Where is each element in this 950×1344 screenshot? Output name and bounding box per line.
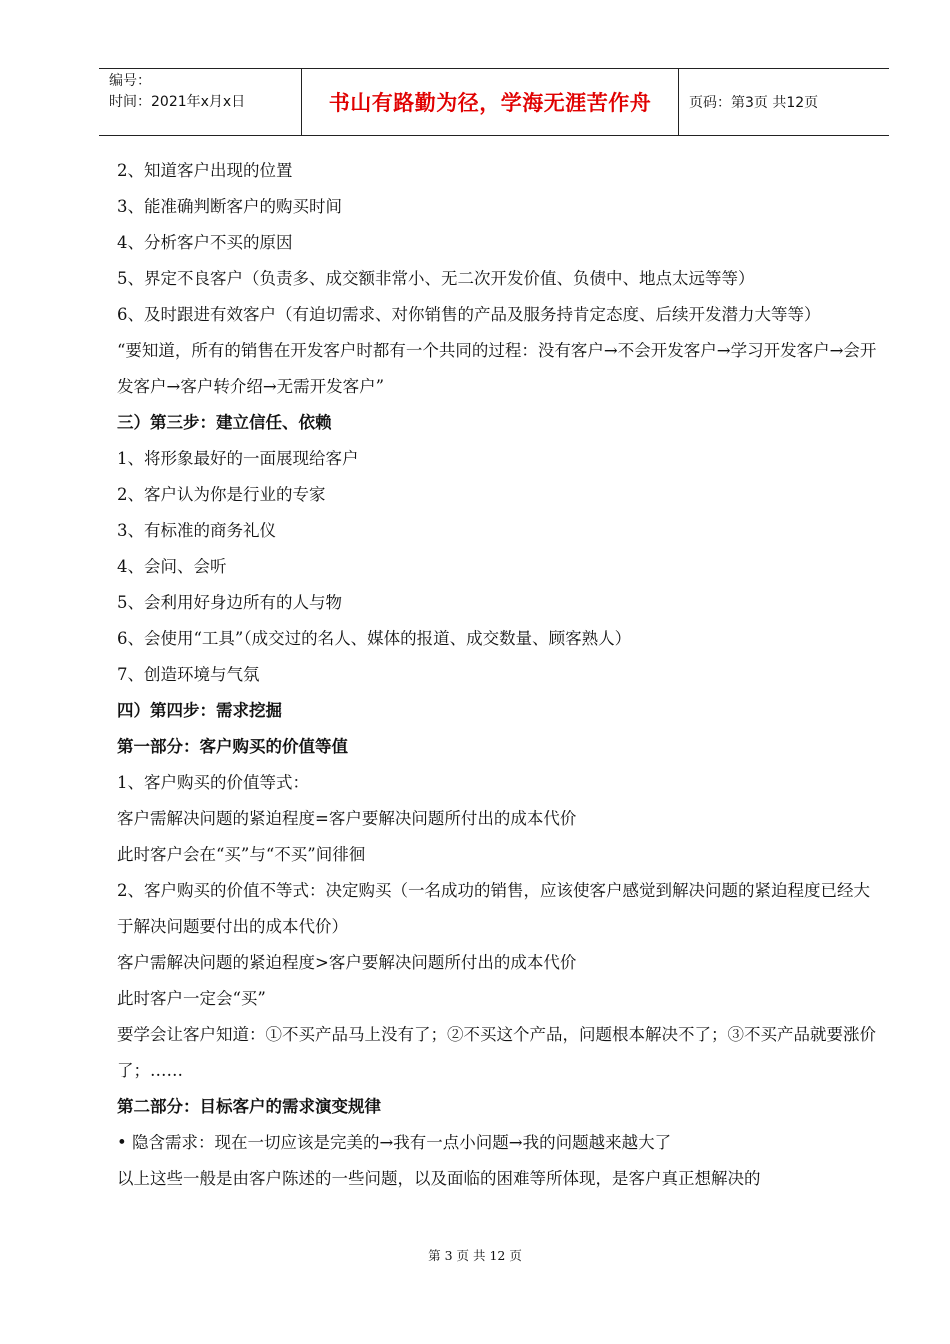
paragraph: 要学会让客户知道：①不买产品马上没有了；②不买这个产品，问题根本解决不了；③不买产品就要涨价了；…… xyxy=(117,1025,876,1080)
paragraph: 客户需解决问题的紧迫程度>客户要解决问题所付出的成本代价 xyxy=(117,953,577,972)
number-label: 编号： xyxy=(109,73,151,89)
paragraph: 此时客户一定会“买” xyxy=(117,989,266,1008)
section-heading: 四）第四步：需求挖掘 xyxy=(117,701,282,720)
paragraph: 以上这些一般是由客户陈述的一些问题，以及面临的困难等所体现，是客户真正想解决的 xyxy=(117,1169,761,1188)
paragraph: 5、界定不良客户（负责多、成交额非常小、无二次开发价值、负债中、地点太远等等） xyxy=(117,269,755,288)
paragraph: 6、及时跟进有效客户（有迫切需求、对你销售的产品及服务持肯定态度、后续开发潜力大等等） xyxy=(117,305,821,324)
document-header xyxy=(99,68,889,136)
paragraph: “要知道，所有的销售在开发客户时都有一个共同的过程：没有客户→不会开发客户→学习开发客户→会开发客户→客户转介绍→无需开发客户” xyxy=(117,341,877,396)
paragraph: 3、能准确判断客户的购买时间 xyxy=(117,197,342,216)
paragraph: 2、客户购买的价值不等式：决定购买（一名成功的销售，应该使客户感觉到解决问题的紧迫程度已经大于解决问题要付出的成本代价） xyxy=(117,881,870,936)
paragraph: 客户需解决问题的紧迫程度=客户要解决问题所付出的成本代价 xyxy=(117,809,577,828)
date-label: 时间：2021年x月x日 xyxy=(109,94,246,110)
paragraph: • 隐含需求：现在一切应该是完美的→我有一点小问题→我的问题越来越大了 xyxy=(117,1133,672,1152)
paragraph: 4、会问、会听 xyxy=(117,557,227,576)
page-footer: 第 3 页 共 12 页 xyxy=(428,1248,522,1263)
paragraph: 1、将形象最好的一面展现给客户 xyxy=(117,449,359,468)
header-motto: 书山有路勤为径，学海无涯苦作舟 xyxy=(302,69,679,135)
paragraph: 5、会利用好身边所有的人与物 xyxy=(117,593,342,612)
document-body xyxy=(117,153,877,1197)
paragraph: 2、知道客户出现的位置 xyxy=(117,161,293,180)
paragraph: 4、分析客户不买的原因 xyxy=(117,233,293,252)
paragraph: 此时客户会在“买”与“不买”间徘徊 xyxy=(117,845,366,864)
paragraph: 1、客户购买的价值等式： xyxy=(117,773,309,792)
section-heading: 第二部分：目标客户的需求演变规律 xyxy=(117,1097,381,1116)
section-heading: 第一部分：客户购买的价值等值 xyxy=(117,737,348,756)
paragraph: 2、客户认为你是行业的专家 xyxy=(117,485,326,504)
header-left-cell xyxy=(99,69,302,135)
header-page-info: 页码：第3页 共12页 xyxy=(689,95,819,111)
paragraph: 3、有标准的商务礼仪 xyxy=(117,521,276,540)
paragraph: 7、创造环境与气氛 xyxy=(117,665,260,684)
paragraph: 6、会使用“工具”（成交过的名人、媒体的报道、成交数量、顾客熟人） xyxy=(117,629,632,648)
section-heading: 三）第三步：建立信任、依赖 xyxy=(117,413,332,432)
